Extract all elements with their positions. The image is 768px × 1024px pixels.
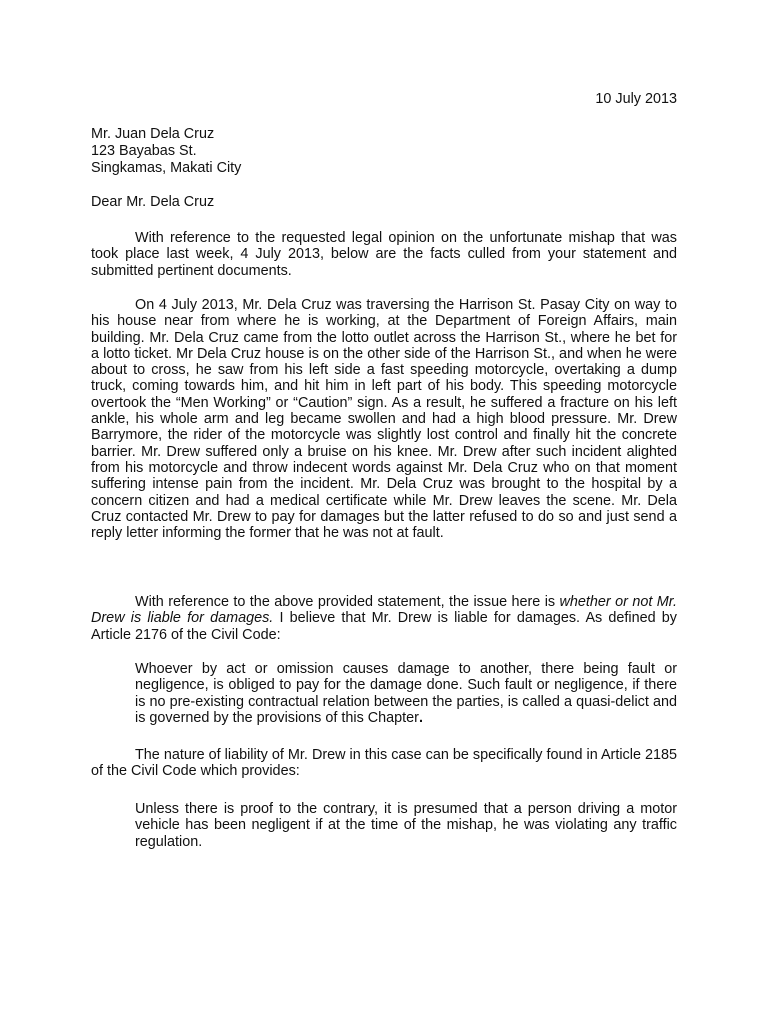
article-2176-period: . [418,709,423,726]
recipient-address [91,126,241,177]
intro-paragraph: With reference to the requested legal opinion on the unfortunate mishap that was took place last week, 4 July 2013, below are the facts culled from your statement and submitted pertinent documents. [91,230,677,279]
issue-lead-text: With reference to the above provided statement, the issue here is [135,594,560,610]
recipient-city: Singkamas, Makati City [91,159,242,176]
issue-statement: whether or not Mr. Drew is liable for damages. [91,594,677,627]
facts-paragraph: On 4 July 2013, Mr. Dela Cruz was traversing the Harrison St. Pasay City on way to his house near from where he is working, at the Department of Foreign Affairs, main building. Mr. Dela Cruz came from the lotto outlet across the Harrison St., where he bet for a lotto ticket. Mr Dela Cruz house is on the other side of the Harrison St., and when he were about to cross, he saw from his left side a fast speeding motorcycle, overtaking a dump truck, coming towards him, and hit him in left part of his body. This speeding motorcycle overtook the “Men Working” or “Caution” sign. As a result, he suffered a fracture on his left ankle, his whole arm and leg became swollen and had a high blood pressure. Mr. Drew Barrymore, the rider of the motorcycle was slightly lost control and finally hit the concrete barrier. Mr. Drew suffered only a bruise on his knee. Mr. Drew after such incident alighted from his motorcycle and throw indecent words against Mr. Dela Cruz who on that moment suffering intense pain from the incident. Mr. Dela Cruz was brought to the hospital by a concern citizen and had a medical certificate while Mr. Drew leaves the scene. Mr. Dela Cruz contacted Mr. Drew to pay for damages but the latter refused to do so and just send a reply letter informing the former that he was not at fault. [91,297,677,542]
article-2176-quote [135,661,677,726]
recipient-street: 123 Bayabas St. [91,142,197,159]
article-2176-text: Whoever by act or omission causes damage to another, there being fault or negligence, is obliged to pay for the damage done. Such fault or negligence, if there is no pre-existing contractual relation between the parties, is called a quasi-delict and is governed by the provisions of this Chapter [135,661,677,726]
issue-conclusion-text: I believe that Mr. Drew is liable for damages. As defined by Article 2176 of the Civil Code: [91,610,678,643]
recipient-name: Mr. Juan Dela Cruz [91,126,215,142]
liability-paragraph: The nature of liability of Mr. Drew in this case can be specifically found in Article 2185 of the Civil Code which provides: [91,747,677,780]
letter-date: 10 July 2013 [595,91,677,107]
article-2185-quote: Unless there is proof to the contrary, it is presumed that a person driving a motor vehicle has been negligent if at the time of the mishap, he was violating any traffic regulation. [135,801,677,850]
salutation: Dear Mr. Dela Cruz [91,194,215,210]
issue-paragraph [91,594,677,643]
